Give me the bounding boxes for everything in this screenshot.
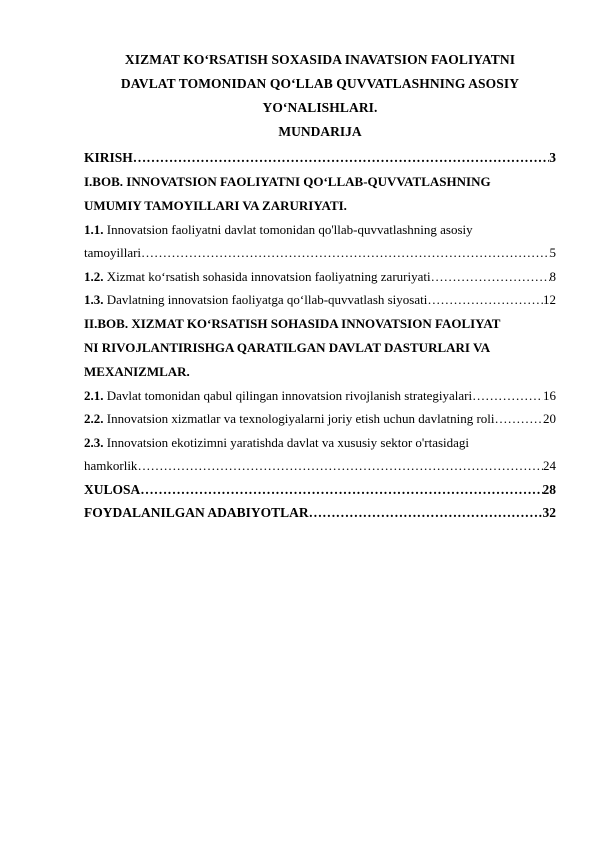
toc-entry-xulosa [84, 478, 556, 502]
toc-chapter-1-line-1: I.BOB. INNOVATSION FAOLIYATNI QO‘LLAB-QUVVATLASHNING [84, 173, 491, 189]
toc-leader-dots [427, 288, 543, 312]
toc-entry-label-cont: tamoyillari [84, 245, 142, 260]
toc-chapter-2-line-1: II.BOB. XIZMAT KO‘RSATISH SOHASIDA INNOVATSION FAOLIYAT [84, 315, 501, 331]
toc-page-number: 8 [549, 268, 556, 284]
toc-leader-dots [309, 501, 543, 525]
toc-entry-label: Davlat tomonidan qabul qilingan innovatsion rivojlanish strategiyalari [106, 387, 473, 403]
toc-page-number: 5 [549, 245, 556, 260]
toc-entry-label: FOYDALANILGAN ADABIYOTLAR [84, 505, 309, 520]
toc-entry-label: Innovatsion faoliyatni davlat tomonidan qo'llab-quvvatlashning asosiy [106, 221, 473, 237]
toc-page-number: 12 [543, 292, 556, 307]
toc-entry-2-1 [84, 384, 556, 408]
toc-entry-label: KIRISH [84, 150, 133, 165]
toc-entry-kirish [84, 146, 556, 170]
toc-entry-label: Innovatsion ekotizimni yaratishda davlat va xususiy sektor o'rtasidagi [106, 434, 470, 450]
toc-entry-1-2 [84, 265, 556, 289]
toc-entry-label: Xizmat ko‘rsatish sohasida innovatsion faoliyatning zaruriyati [106, 268, 431, 284]
toc-chapter-1 [84, 170, 556, 218]
toc-page-number: 3 [549, 150, 556, 165]
toc-entry-1-3 [84, 288, 556, 312]
toc-entry-2-2 [84, 407, 556, 431]
toc-entry-label: Davlatning innovatsion faoliyatga qo‘llab-quvvatlash siyosati [106, 292, 428, 307]
toc-heading: MUNDARIJA [278, 124, 362, 139]
document-title-line-3: YO‘NALISHLARI. [262, 100, 378, 115]
toc-section-number: 2.3. [84, 434, 104, 450]
toc-leader-dots [141, 241, 549, 265]
toc-leader-dots [137, 454, 543, 478]
toc-section-number: 1.3. [84, 292, 104, 307]
toc-page-number: 32 [542, 505, 556, 520]
toc-section-number: 2.1. [84, 387, 104, 403]
toc-leader-dots [140, 478, 542, 502]
toc-page-number: 20 [543, 411, 556, 426]
toc-page-number: 28 [542, 481, 556, 497]
toc-entry-2-3 [84, 431, 556, 478]
toc-chapter-2 [84, 312, 556, 384]
toc-page-number: 16 [543, 387, 556, 403]
toc-chapter-1-line-2: UMUMIY TAMOYILLARI VA ZARURIYATI. [84, 197, 347, 213]
document-title-line-2: DAVLAT TOMONIDAN QO‘LLAB QUVVATLASHNING ASOSIY [120, 76, 520, 91]
toc-leader-dots [133, 146, 549, 170]
toc-leader-dots [472, 384, 543, 408]
document-title-line-1: XIZMAT KO‘RSATISH SOXASIDA INAVATSION FAOLIYATNI [124, 52, 516, 67]
toc-entry-label: Innovatsion xizmatlar va texnologiyalarni joriy etish uchun davlatning roli [106, 411, 495, 426]
toc-entry-adabiyotlar [84, 501, 556, 525]
table-of-contents [84, 146, 556, 525]
toc-leader-dots [495, 407, 544, 431]
toc-entry-label-cont: hamkorlik [84, 458, 138, 473]
toc-page-number: 24 [543, 458, 556, 473]
toc-section-number: 1.1. [84, 221, 104, 237]
toc-entry-1-1 [84, 218, 556, 265]
document-page [84, 48, 556, 525]
toc-section-number: 1.2. [84, 268, 104, 284]
toc-chapter-2-line-3: MEXANIZMLAR. [84, 363, 190, 379]
toc-leader-dots [431, 265, 550, 289]
toc-entry-label: XULOSA [84, 481, 141, 497]
toc-section-number: 2.2. [84, 411, 104, 426]
toc-chapter-2-line-2: NI RIVOJLANTIRISHGA QARATILGAN DAVLAT DASTURLARI VA [84, 339, 491, 355]
